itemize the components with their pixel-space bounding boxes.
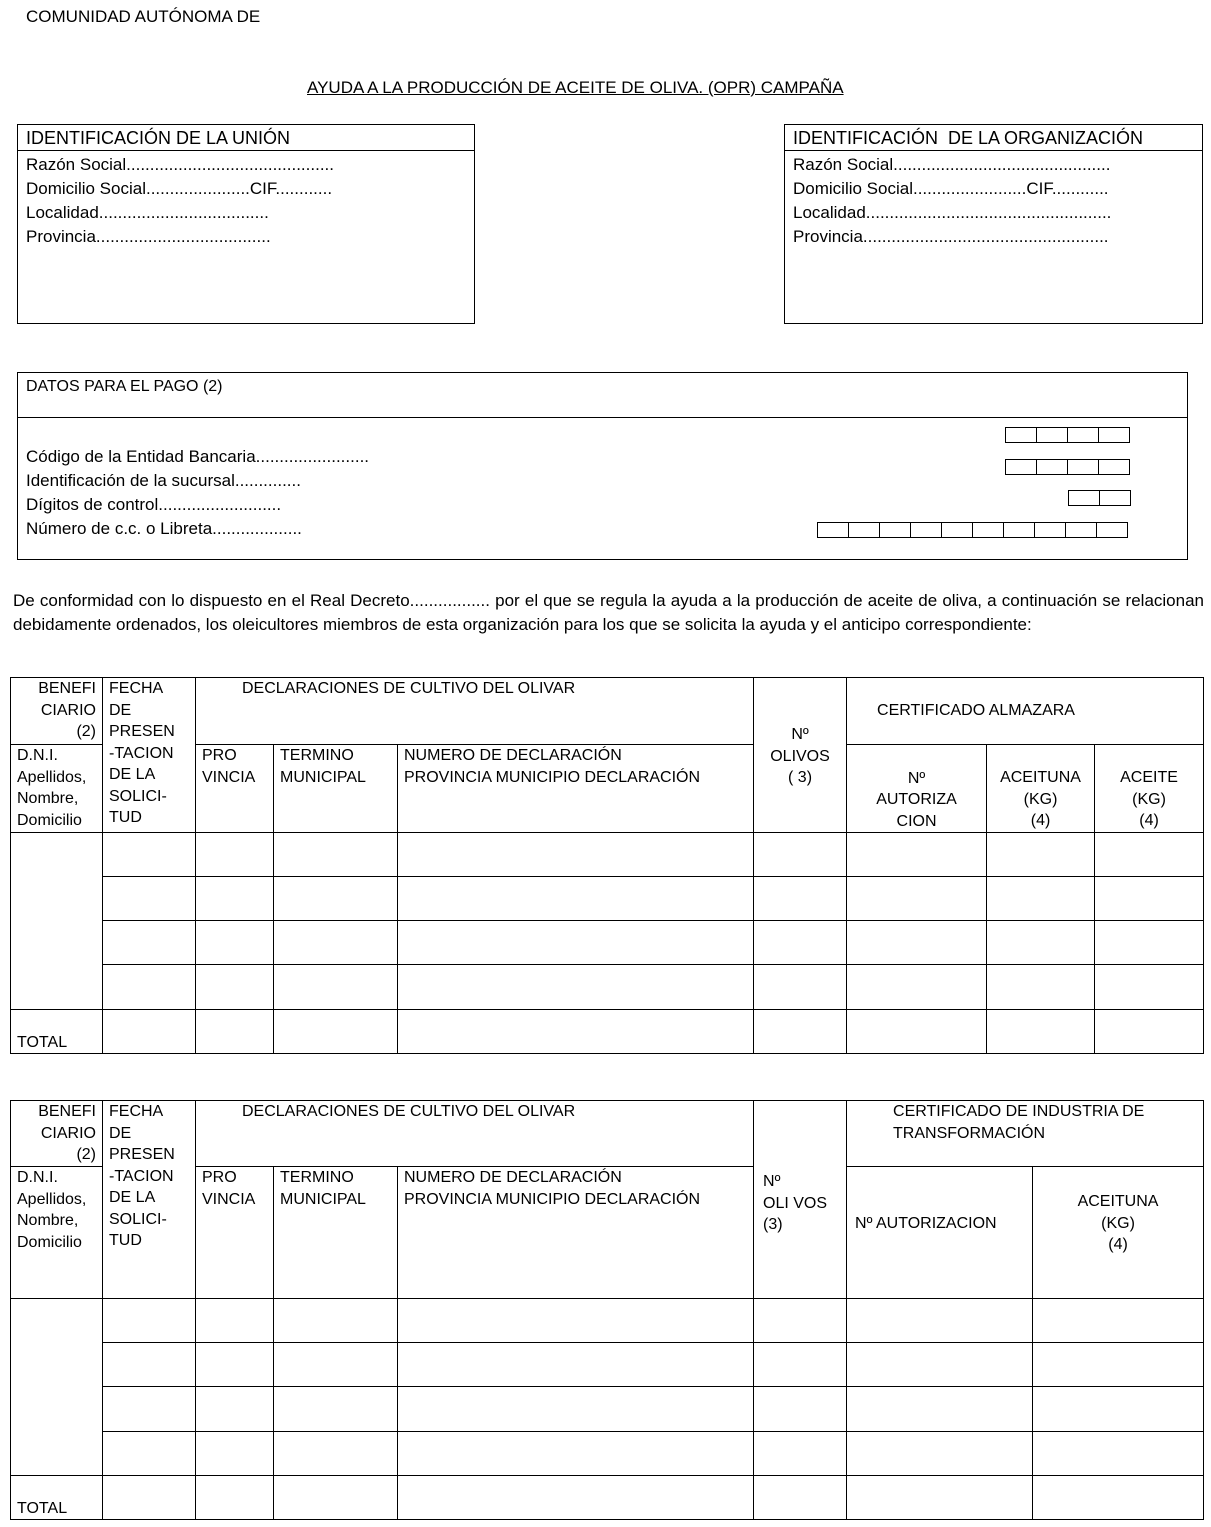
termino-header: TERMINO MUNICIPAL [274, 1167, 398, 1299]
olivos-header: Nº OLIVOS ( 3) [754, 678, 847, 833]
organization-title-divider [785, 150, 1202, 151]
table-row [11, 921, 1204, 965]
form-title: AYUDA A LA PRODUCCIÓN DE ACEITE DE OLIVA. (OPR) CAMPAÑA [307, 78, 844, 97]
aceituna-header: ACEITUNA (KG) (4) [987, 745, 1095, 833]
table-row [11, 1432, 1204, 1476]
table-row [11, 1387, 1204, 1432]
union-field-domicilio: Domicilio Social......................CIF............ [26, 179, 333, 198]
declarations-table-industria [10, 1100, 1204, 1520]
table-row [11, 965, 1204, 1010]
account-number-boxes[interactable] [817, 522, 1127, 538]
payment-data-box [17, 372, 1188, 560]
aceituna-header: ACEITUNA (KG) (4) [1033, 1167, 1204, 1299]
fecha-header: FECHA DE PRESEN -TACION DE LA SOLICI- TUD [103, 678, 196, 833]
benef-header: BENEFI CIARIO (2) [11, 1101, 103, 1167]
dni-header: D.N.I. Apellidos, Nombre, Domicilio [11, 745, 103, 833]
beneficiary-cell[interactable] [11, 833, 103, 1010]
payment-fields [26, 445, 369, 541]
table-row [11, 1343, 1204, 1387]
declarations-header: DECLARACIONES DE CULTIVO DEL OLIVAR [196, 1101, 754, 1167]
payment-field-control-digits: Dígitos de control.......................... [26, 495, 282, 514]
table-row [11, 877, 1204, 921]
union-field-localidad: Localidad.................................... [26, 203, 269, 222]
payment-field-account-number: Número de c.c. o Libreta................... [26, 519, 302, 538]
termino-header: TERMINO MUNICIPAL [274, 745, 398, 833]
table-row [11, 833, 1204, 877]
payment-field-bank-code: Código de la Entidad Bancaria........................ [26, 447, 370, 466]
fecha-header: FECHA DE PRESEN -TACION DE LA SOLICI- TUD [103, 1101, 196, 1299]
payment-title-divider [18, 417, 1187, 418]
union-title-divider [18, 150, 474, 151]
numero-declaracion-header: NUMERO DE DECLARACIÓN PROVINCIA MUNICIPIO DECLARACIÓN [398, 745, 754, 833]
organization-field-localidad: Localidad.................................................... [793, 203, 1112, 222]
provincia-header: PRO VINCIA [196, 745, 274, 833]
aceite-header: ACEITE (KG) (4) [1095, 745, 1204, 833]
organization-field-provincia: Provincia.................................................... [793, 227, 1109, 246]
union-fields [26, 153, 334, 249]
organization-identification-box [784, 124, 1203, 324]
beneficiary-cell[interactable] [11, 1299, 103, 1476]
union-title: IDENTIFICACIÓN DE LA UNIÓN [26, 128, 291, 148]
benef-header: BENEFI CIARIO (2) [11, 678, 103, 745]
organization-fields [793, 153, 1111, 249]
table-row [11, 1299, 1204, 1343]
numero-declaracion-header: NUMERO DE DECLARACIÓN PROVINCIA MUNICIPIO DECLARACIÓN [398, 1167, 754, 1299]
certificate-header: CERTIFICADO DE INDUSTRIA DE TRANSFORMACIÓN [847, 1101, 1204, 1167]
union-identification-box [17, 124, 475, 324]
autorizacion-header: Nº AUTORIZA CION [847, 745, 987, 833]
autorizacion-header: Nº AUTORIZACION [847, 1167, 1033, 1299]
total-label: TOTAL [11, 1476, 103, 1520]
organization-field-domicilio: Domicilio Social........................CIF............ [793, 179, 1109, 198]
bank-code-boxes[interactable] [1005, 427, 1129, 443]
dni-header: D.N.I. Apellidos, Nombre, Domicilio [11, 1167, 103, 1299]
provincia-header: PRO VINCIA [196, 1167, 274, 1299]
region-label: COMUNIDAD AUTÓNOMA DE [26, 7, 261, 26]
total-row [11, 1010, 1204, 1054]
organization-field-razon-social: Razón Social.............................................. [793, 155, 1111, 174]
declarations-header: DECLARACIONES DE CULTIVO DEL OLIVAR [196, 678, 754, 745]
intro-paragraph: De conformidad con lo dispuesto en el Real Decreto................. por el que se regula la ayuda a la producción de aceite de oliva, a continuación se relacionan debidamente ordenados, los oleicultores miembros de esta organización para los que se solicita la ayuda y el anticipo correspondiente: [13, 591, 1204, 634]
payment-title: DATOS PARA EL PAGO (2) [26, 378, 223, 395]
union-field-razon-social: Razón Social............................................ [26, 155, 334, 174]
union-field-provincia: Provincia..................................... [26, 227, 271, 246]
branch-code-boxes[interactable] [1005, 459, 1129, 475]
total-row [11, 1476, 1204, 1520]
control-digit-boxes[interactable] [1068, 490, 1130, 506]
declarations-table-almazara [10, 677, 1204, 1054]
organization-title: IDENTIFICACIÓN DE LA ORGANIZACIÓN [793, 128, 1144, 148]
payment-field-branch: Identificación de la sucursal.............. [26, 471, 301, 490]
total-label: TOTAL [11, 1010, 103, 1054]
certificate-header: CERTIFICADO ALMAZARA [847, 678, 1204, 745]
olivos-header: Nº OLI VOS (3) [754, 1101, 847, 1299]
